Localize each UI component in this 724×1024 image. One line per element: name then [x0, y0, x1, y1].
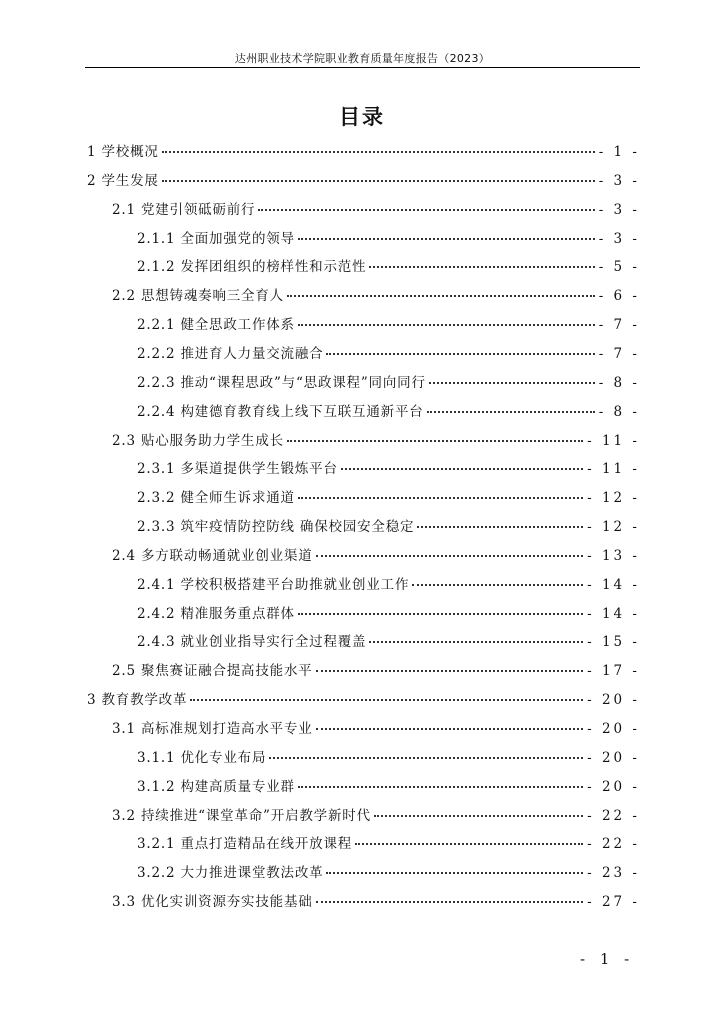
toc-entry[interactable] — [112, 715, 640, 744]
toc-entry[interactable] — [137, 455, 640, 484]
toc-entry[interactable] — [112, 282, 640, 311]
toc-entry-label: 3.1.2 构建高质量专业群 — [137, 778, 295, 795]
toc-entry-label: 3.2 持续推进“课堂革命”开启教学新时代 — [112, 807, 371, 824]
toc-dot-leader — [190, 699, 583, 701]
toc-dot-leader — [287, 440, 583, 442]
toc-entry[interactable] — [137, 484, 640, 513]
toc-entry-label: 2.5 聚焦赛证融合提高技能水平 — [112, 663, 313, 680]
toc-entry-label: 3.1.1 优化专业布局 — [137, 749, 267, 766]
toc-dot-leader — [162, 151, 595, 153]
toc-entry[interactable] — [112, 802, 640, 831]
toc-entry[interactable] — [112, 657, 640, 686]
footer-page-number: - 1 - — [580, 950, 635, 968]
toc-entry-label: 2.3 贴心服务助力学生成长 — [112, 432, 284, 449]
toc-entry-page-number: - 11 - — [587, 461, 640, 478]
toc-entry[interactable] — [137, 225, 640, 254]
toc-entry[interactable] — [87, 167, 640, 196]
toc-dot-leader — [374, 815, 583, 817]
toc-entry-page-number: - 20 - — [587, 692, 640, 709]
toc-entry-label: 3.2.2 大力推进课堂教法改革 — [137, 865, 324, 882]
toc-dot-leader — [162, 180, 595, 182]
toc-entry-page-number: - 13 - — [587, 547, 640, 564]
toc-entry-label: 2.3.3 筑牢疫情防控防线 确保校园安全稳定 — [137, 519, 415, 536]
toc-entry[interactable] — [87, 686, 640, 715]
toc-entry[interactable] — [137, 398, 640, 427]
toc-dot-leader — [298, 238, 595, 240]
header-rule — [85, 67, 640, 68]
toc-entry[interactable] — [112, 888, 640, 917]
toc-entry-label: 2.1 党建引领砥砺前行 — [112, 201, 256, 218]
toc-entry-page-number: - 3 - — [598, 172, 640, 189]
toc-entry-label: 2.4.1 学校积极搭建平台助推就业创业工作 — [137, 576, 410, 593]
toc-entry-label: 3.2.1 重点打造精品在线开放课程 — [137, 836, 353, 853]
toc-dot-leader — [258, 209, 594, 211]
toc-dot-leader — [369, 266, 594, 268]
toc-entry[interactable] — [137, 253, 640, 282]
toc-dot-leader — [429, 382, 595, 384]
toc-entry[interactable] — [112, 196, 640, 225]
toc-entry-page-number: - 20 - — [587, 721, 640, 737]
toc-dot-leader — [298, 324, 595, 326]
toc-entry-label: 3 教育教学改革 — [87, 692, 188, 709]
toc-entry[interactable] — [137, 311, 640, 340]
toc-title: 目录 — [339, 105, 385, 129]
toc-entry-label: 3.3 优化实训资源夯实技能基础 — [112, 894, 313, 911]
toc-entry[interactable] — [137, 513, 640, 542]
toc-entry-label: 2.3.2 健全师生诉求通道 — [137, 490, 295, 507]
toc-entry-label: 2.2 思想铸魂奏响三全育人 — [112, 288, 284, 305]
toc-dot-leader — [417, 526, 583, 528]
toc-entry[interactable] — [87, 138, 640, 167]
running-header: 达州职业技术学院职业教育质量年度报告（2023） — [234, 52, 491, 65]
toc-entry-page-number: - 23 - — [587, 865, 640, 882]
toc-entry-page-number: - 12 - — [587, 519, 640, 536]
toc-entry[interactable] — [137, 600, 640, 629]
toc-dot-leader — [316, 670, 584, 672]
toc-entry-page-number: - 17 - — [587, 663, 640, 680]
toc-entry-page-number: - 3 - — [598, 201, 640, 218]
toc-entry-page-number: - 7 - — [598, 317, 640, 334]
toc-entry[interactable] — [137, 369, 640, 398]
toc-entry-label: 2.1.2 发挥团组织的榜样性和示范性 — [137, 259, 367, 276]
toc-entry-page-number: - 8 - — [598, 403, 640, 420]
toc-entry-page-number: - 14 - — [587, 576, 640, 593]
toc-entry[interactable] — [137, 628, 640, 657]
toc-dot-leader — [298, 497, 583, 499]
toc-entry[interactable] — [112, 542, 640, 571]
toc-entry[interactable] — [137, 340, 640, 369]
toc-entry-label: 2.2.3 推动“课程思政”与“思政课程”同向同行 — [137, 374, 426, 391]
toc-entry-page-number: - 27 - — [587, 894, 640, 911]
toc-entry[interactable] — [137, 859, 640, 888]
toc-dot-leader — [341, 468, 583, 470]
toc-entry[interactable] — [137, 571, 640, 600]
toc-entry-label: 2.2.4 构建德育教育线上线下互联互通新平台 — [137, 403, 424, 420]
toc-entry[interactable] — [112, 427, 640, 456]
toc-dot-leader — [298, 613, 583, 615]
toc-dot-leader — [326, 353, 594, 355]
toc-entry[interactable] — [137, 744, 640, 773]
toc-entry-page-number: - 20 - — [587, 749, 640, 766]
toc-entry[interactable] — [137, 773, 640, 802]
toc-entry-label: 2.4.3 就业创业指导实行全过程覆盖 — [137, 634, 367, 651]
toc-dot-leader — [269, 757, 583, 759]
toc-entry-page-number: - 8 - — [598, 374, 640, 391]
toc-entry-page-number: - 5 - — [598, 259, 640, 276]
toc-dot-leader — [287, 295, 595, 297]
toc-dot-leader — [326, 872, 583, 874]
toc-entry-page-number: - 22 - — [587, 807, 640, 824]
toc-entry-page-number: - 12 - — [587, 490, 640, 507]
toc-entry-page-number: - 11 - — [587, 432, 640, 449]
toc-entry-label: 3.1 高标准规划打造高水平专业 — [112, 721, 313, 737]
toc-dot-leader — [355, 843, 583, 845]
toc-entry-label: 2.2.2 推进育人力量交流融合 — [137, 345, 324, 362]
toc-entry-page-number: - 15 - — [587, 634, 640, 651]
toc-entry-label: 2.4 多方联动畅通就业创业渠道 — [112, 547, 313, 564]
toc-entry-label: 2.2.1 健全思政工作体系 — [137, 317, 295, 334]
toc-entry-label: 2.1.1 全面加强党的领导 — [137, 230, 295, 247]
toc-dot-leader — [316, 555, 584, 557]
toc-dot-leader — [316, 901, 584, 903]
toc-entry[interactable] — [137, 830, 640, 859]
toc-entry-label: 2 学生发展 — [87, 172, 159, 189]
toc-entry-label: 2.4.2 精准服务重点群体 — [137, 605, 295, 622]
toc-entry-page-number: - 7 - — [598, 345, 640, 362]
toc-entry-page-number: - 3 - — [598, 230, 640, 247]
toc-entry-page-number: - 6 - — [598, 288, 640, 305]
toc-entry-label: 2.3.1 多渠道提供学生锻炼平台 — [137, 461, 338, 478]
toc-dot-leader — [412, 584, 583, 586]
toc-entry-label: 1 学校概况 — [87, 144, 159, 160]
toc-entry-page-number: - 14 - — [587, 605, 640, 622]
toc-dot-leader — [369, 641, 583, 643]
toc-entry-page-number: - 1 - — [598, 144, 640, 160]
toc-dot-leader — [427, 411, 595, 413]
toc-dot-leader — [298, 786, 583, 788]
toc-entry-page-number: - 22 - — [587, 836, 640, 853]
toc-entry-page-number: - 20 - — [587, 778, 640, 795]
toc-dot-leader — [316, 728, 584, 730]
